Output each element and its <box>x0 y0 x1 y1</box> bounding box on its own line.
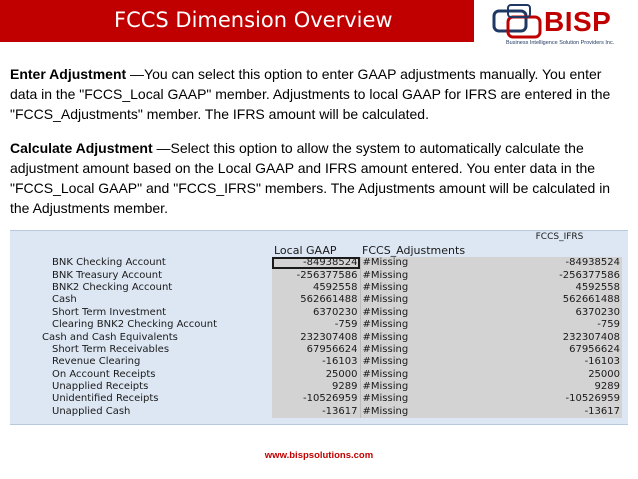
logo-mark-icon <box>490 3 550 41</box>
cell-ifrs[interactable]: -10526959 <box>497 393 622 405</box>
cell-local-gaap[interactable]: 232307408 <box>272 331 360 343</box>
cell-ifrs[interactable]: -16103 <box>497 356 622 368</box>
cell-adjustments[interactable]: #Missing <box>360 356 497 368</box>
cell-local-gaap[interactable]: -84938524 <box>272 257 360 269</box>
grid-row <box>10 356 622 368</box>
row-label: Cash <box>52 294 77 306</box>
cell-adjustments[interactable]: #Missing <box>360 331 497 343</box>
cell-local-gaap[interactable]: 4592558 <box>272 282 360 294</box>
cell-adjustments[interactable]: #Missing <box>360 269 497 281</box>
cell-ifrs[interactable]: -84938524 <box>497 257 622 269</box>
cell-adjustments[interactable]: #Missing <box>360 282 497 294</box>
cell-ifrs[interactable]: 6370230 <box>497 307 622 319</box>
cell-local-gaap[interactable]: 9289 <box>272 381 360 393</box>
grid-header-corner <box>10 231 272 257</box>
calculate-adjustment-paragraph <box>10 138 630 218</box>
cell-ifrs[interactable]: -13617 <box>497 406 622 418</box>
calculate-adjustment-text: —Select this option to allow the system to automatically calculate the adjustment amount based on the Local GAAP and IFRS amount entered. You enter data in the "FCCS_Local GAAP" and "FCCS_IFRS" members. The Adjustments amount will be calculated in the Adjustments member. <box>10 140 611 216</box>
logo-tagline: Business Intelligence Solution Providers Inc. <box>506 40 615 46</box>
grid-row <box>10 319 622 331</box>
grid-row <box>10 257 622 269</box>
cell-local-gaap[interactable]: 25000 <box>272 369 360 381</box>
grid-row <box>10 331 622 343</box>
enter-adjustment-term: Enter Adjustment <box>10 66 127 82</box>
page-title: FCCS Dimension Overview <box>114 8 393 32</box>
cell-ifrs[interactable]: 4592558 <box>497 282 622 294</box>
cell-ifrs[interactable]: 25000 <box>497 369 622 381</box>
row-label: On Account Receipts <box>52 368 156 380</box>
grid-row <box>10 282 622 294</box>
row-label: Unidentified Receipts <box>52 393 159 405</box>
cell-ifrs[interactable]: -759 <box>497 319 622 331</box>
cell-adjustments[interactable]: #Missing <box>360 406 497 418</box>
grid-row <box>10 269 622 281</box>
cell-local-gaap[interactable]: 67956624 <box>272 344 360 356</box>
row-label: Cash and Cash Equivalents <box>42 331 178 343</box>
grid-row <box>10 307 622 319</box>
cell-adjustments[interactable]: #Missing <box>360 344 497 356</box>
row-label: BNK Treasury Account <box>52 269 163 281</box>
row-label: BNK Checking Account <box>52 257 166 269</box>
grid-row <box>10 369 622 381</box>
grid-row <box>10 393 622 405</box>
cell-adjustments[interactable]: #Missing <box>360 257 497 269</box>
cell-local-gaap[interactable]: 562661488 <box>272 294 360 306</box>
cell-adjustments[interactable]: #Missing <box>360 393 497 405</box>
cell-adjustments[interactable]: #Missing <box>360 369 497 381</box>
row-label: Unapplied Receipts <box>52 381 149 393</box>
cell-ifrs[interactable]: 562661488 <box>497 294 622 306</box>
enter-adjustment-paragraph <box>10 64 630 124</box>
footer-url[interactable]: www.bispsolutions.com <box>264 450 374 461</box>
data-grid <box>10 230 628 425</box>
header-ifrs[interactable]: FCCS_IFRS <box>497 231 622 257</box>
cell-adjustments[interactable]: #Missing <box>360 319 497 331</box>
grid-row <box>10 294 622 306</box>
bisp-logo <box>490 3 634 47</box>
cell-ifrs[interactable]: 9289 <box>497 381 622 393</box>
cell-adjustments[interactable]: #Missing <box>360 294 497 306</box>
row-label: Clearing BNK2 Checking Account <box>52 319 218 331</box>
grid-table <box>10 231 622 418</box>
cell-local-gaap[interactable]: -10526959 <box>272 393 360 405</box>
cell-local-gaap[interactable]: -256377586 <box>272 269 360 281</box>
title-bar <box>0 0 474 42</box>
cell-local-gaap[interactable]: 6370230 <box>272 307 360 319</box>
row-label: Short Term Receivables <box>52 343 170 355</box>
calculate-adjustment-term: Calculate Adjustment <box>10 140 153 156</box>
cell-local-gaap[interactable]: -16103 <box>272 356 360 368</box>
cell-ifrs[interactable]: -256377586 <box>497 269 622 281</box>
cell-ifrs[interactable]: 67956624 <box>497 344 622 356</box>
row-label: Revenue Clearing <box>52 356 141 368</box>
cell-local-gaap[interactable]: -759 <box>272 319 360 331</box>
grid-header-row <box>10 231 622 257</box>
row-label: BNK2 Checking Account <box>52 281 173 293</box>
grid-row <box>10 406 622 418</box>
cell-ifrs[interactable]: 232307408 <box>497 331 622 343</box>
header-adjustments[interactable]: FCCS_Adjustments <box>360 231 497 257</box>
row-label: Short Term Investment <box>52 306 167 318</box>
cell-adjustments[interactable]: #Missing <box>360 381 497 393</box>
cell-local-gaap[interactable]: -13617 <box>272 406 360 418</box>
grid-row <box>10 381 622 393</box>
enter-adjustment-text: —You can select this option to enter GAAP adjustments manually. You enter data in the "FCCS_Local GAAP" member. Adjustments to local GAAP for IFRS are entered in the "FCCS_Adjustments" member. The IFRS amount will be calculated. <box>10 66 611 122</box>
grid-row <box>10 344 622 356</box>
cell-adjustments[interactable]: #Missing <box>360 307 497 319</box>
logo-wordmark: BISP <box>544 6 612 37</box>
row-label: Unapplied Cash <box>52 405 131 417</box>
header-local-gaap[interactable]: Local GAAP <box>272 231 360 257</box>
